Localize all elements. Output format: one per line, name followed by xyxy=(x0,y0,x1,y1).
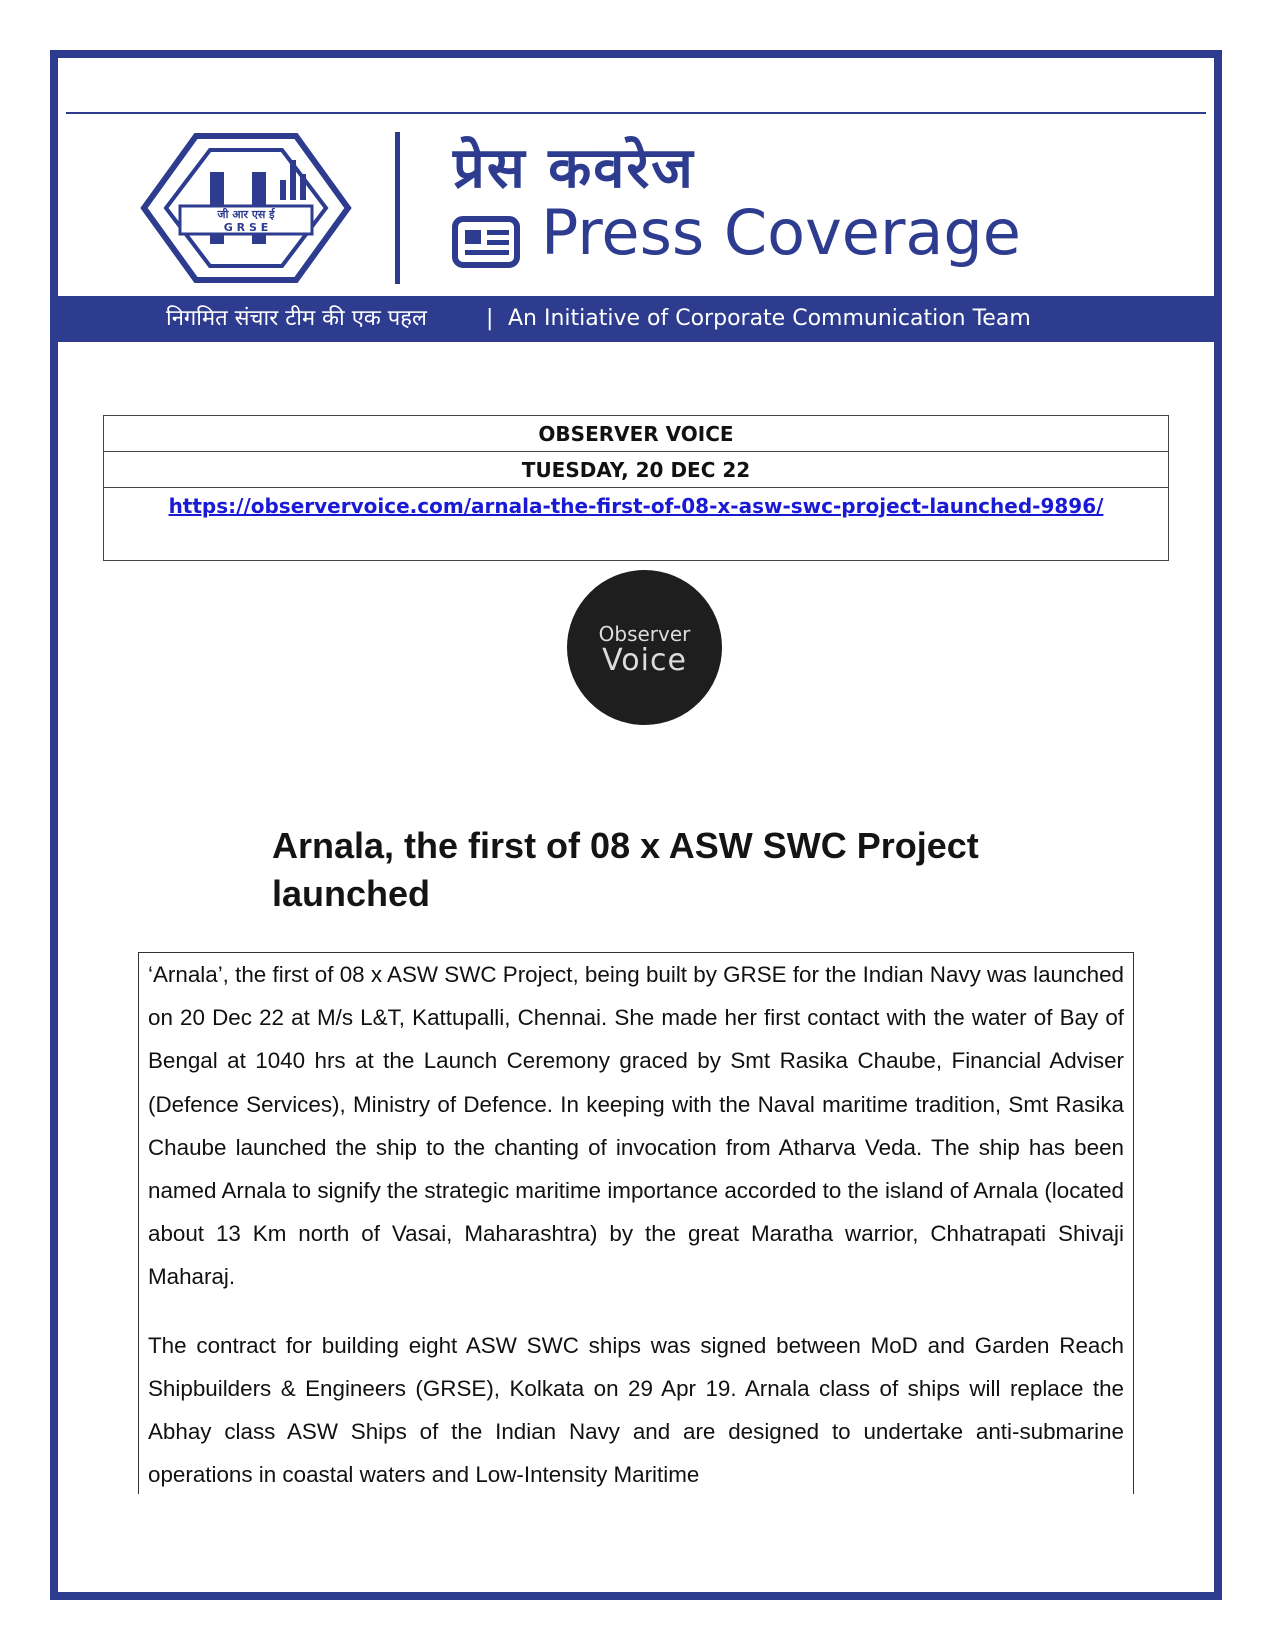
newspaper-icon xyxy=(452,216,526,268)
logo-text: G R S E xyxy=(223,221,269,234)
source-row-publication xyxy=(104,416,1169,452)
top-rule xyxy=(66,112,1206,114)
logo-line-observer: Observer xyxy=(598,622,691,646)
url-cell xyxy=(104,488,1169,561)
logo-hindi-text: जी आर एस ई xyxy=(217,208,275,221)
source-row-date xyxy=(104,452,1169,488)
initiative-banner xyxy=(58,296,1214,342)
article-body xyxy=(138,952,1134,1494)
banner-english-text: An Initiative of Corporate Communication Team xyxy=(508,306,1031,331)
banner-hindi-text: निगमित संचार टीम की एक पहल xyxy=(166,306,427,331)
observer-voice-logo xyxy=(567,570,722,725)
header-divider xyxy=(395,132,400,284)
hindi-title: प्रेस कवरेज xyxy=(453,136,695,201)
article-headline: Arnala, the first of 08 x ASW SWC Project launched xyxy=(272,825,979,914)
source-table xyxy=(103,415,1169,561)
grse-logo xyxy=(140,132,352,284)
publication-name: OBSERVER VOICE xyxy=(104,416,1169,452)
source-url-link[interactable]: https://observervoice.com/arnala-the-first-of-08-x-asw-swc-project-launched-9896/ xyxy=(168,494,1104,518)
article-paragraph: The contract for building eight ASW SWC ships was signed between MoD and Garden Reach Shipbuilders & Engineers (GRSE), Kolkata on 29 Apr 19. Arnala class of ships will replace the Abhay class ASW Ships of the Indian Navy and are designed to undertake anti-submarine operations in coastal waters and Low-Intensity Maritime xyxy=(148,1332,1124,1488)
article-paragraph: ‘Arnala’, the first of 08 x ASW SWC Project, being built by GRSE for the Indian Navy was launched on 20 Dec 22 at M/s L&T, Kattupalli, Chennai. She made her first contact with the water of Bay of Bengal at 1040 hrs at the Launch Ceremony graced by Smt Rasika Chaube, Financial Adviser (Defence Services), Ministry of Defence. In keeping with the Naval maritime tradition, Smt Rasika Chaube launched the ship to the chanting of invocation from Atharva Veda. The ship has been named Arnala to signify the strategic maritime importance accorded to the island of Arnala (located about 13 Km north of Vasai, Maharashtra) by the great Maratha warrior, Chhatrapati Shivaji Maharaj. xyxy=(148,962,1124,1290)
logo-line-voice: Voice xyxy=(602,643,687,678)
source-row-url xyxy=(104,488,1169,561)
banner-separator: | xyxy=(486,306,494,331)
press-coverage-title: Press Coverage xyxy=(541,196,1021,269)
publication-date: TUESDAY, 20 DEC 22 xyxy=(104,452,1169,488)
